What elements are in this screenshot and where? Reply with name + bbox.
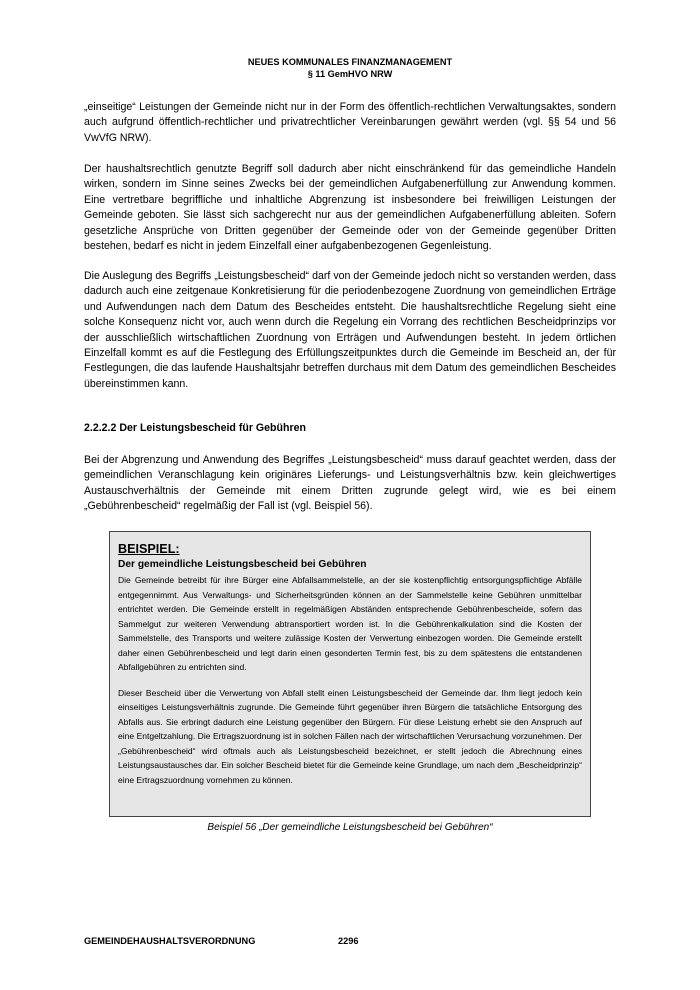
footer-title: GEMEINDEHAUSHALTSVERORDNUNG — [84, 936, 256, 946]
body-paragraph: Bei der Abgrenzung und Anwendung des Begriffes „Leistungsbescheid“ muss darauf geachtet werden, dass der gemeindlichen Veranschlagung kein originäres Lieferungs- und Leistungsverhältnis bzw. kein gleichwertiges Austauschverhältnis der Gemeinde mit einem Dritten zugrunde gelegt wird, wie es bei einem „Gebührenbescheid“ regelmäßig der Fall ist (vgl. Beispiel 56). — [84, 454, 616, 513]
example-paragraph: Dieser Bescheid über die Verwertung von Abfall stellt einen Leistungsbescheid der Gemeinde dar. Ihm liegt jedoch kein einseitiges Leistungsverhältnis zugrunde. Die Gemeinde führt gegenüber ihren Bürgern die tatsächliche Entsorgung des Abfalls aus. Sie erbringt dadurch eine Leistung gegenüber den Bürgern. Für diese Leistung erhebt sie den Anspruch auf eine Entgeltzahlung. Die Ertragszuordnung ist in solchen Fällen nach der wirtschaftlichen Verursachung vorzunehmen. Der „Gebührenbescheid“ wird oftmals auch als Leistungsbescheid bezeichnet, er stellt jedoch die Abrechnung eines Leistungsaustausches dar. Ein solcher Bescheid bietet für die Gemeinde keine Grundlage, um nach dem „Bescheidprinzip“ eine Ertragszuordnung vornehmen zu können. — [118, 687, 582, 785]
section-heading: 2.2.2.2 Der Leistungsbescheid für Gebühren — [84, 422, 306, 434]
header-section-ref: § 11 GemHVO NRW — [307, 68, 393, 79]
body-paragraph: Die Auslegung des Begriffs „Leistungsbescheid“ darf von der Gemeinde jedoch nicht so verstanden werden, dass dadurch auch eine zeitgenaue Konkretisierung für die periodenbezogene Zuordnung von gemeindlichen Erträge und Aufwendungen nach dem Datum des Bescheides entsteht. Die haushaltsrechtliche Regelung sieht eine solche Konsequenz nicht vor, auch wenn durch die Regelung ein Vorrang des rechtlichen Bescheidprinzips vor der ausschließlich wirtschaftlichen Zuordnung von Erträgen und Aufwendungen besteht. In jedem örtlichen Einzelfall kommt es auf die Festlegung des Erfüllungszeitpunktes durch die Gemeinde im Bescheid an, der für Festlegungen, die das laufende Haushaltsjahr betreffen durchaus mit dem Datum des gemeindlichen Bescheides übereinstimmen kann. — [84, 270, 616, 390]
example-label: BEISPIEL: — [118, 542, 180, 556]
example-caption: Beispiel 56 „Der gemeindliche Leistungsbescheid bei Gebühren“ — [207, 822, 493, 833]
body-paragraph: Der haushaltsrechtlich genutzte Begriff soll dadurch aber nicht einschränkend für das gemeindliche Handeln wirken, sondern im Sinne seines Zwecks bei der gemeindlichen Aufgabenerfüllung zur Anwendung kommen. Eine vertretbare begriffliche und inhaltliche Abgrenzung ist insbesondere bei freiwilligen Leistungen der Gemeinde geboten. Sie lässt sich sachgerecht nur aus der gemeindlichen Aufgabenerfüllung ableiten. Sofern gesetzliche Ansprüche von Dritten gegenüber der Gemeinde oder von der Gemeinde gegenüber Dritten bestehen, bedarf es nicht in jedem Einzelfall einer aufgabenbezogenen Gegenleistung. — [84, 163, 616, 253]
page-number: 2296 — [338, 936, 359, 946]
example-paragraph: Die Gemeinde betreibt für ihre Bürger eine Abfallsammelstelle, an der sie kostenpflichtig entsorgungspflichtige Abfälle entgegennimmt. Aus Verwaltungs- und Sicherheitsgründen können an der Sammelstelle keine Gebühren unmittelbar entrichtet werden. Die Gemeinde erstellt in regelmäßigen Abständen entsprechende Gebührenbescheide, sofern das Sammelgut zur weiteren Verwendung abtransportiert worden ist. In die Gebührenkalkulation sind die Kosten der Sammelstelle, des Transports und weitere zulässige Kosten der Verwertung einbezogen worden. Die Gemeinde erstellt daher einen Gebührenbescheid und legt darin einen gesonderten Termin fest, bis zu dem spätestens die entstandenen Abfallgebühren zu entrichten sind. — [118, 575, 582, 672]
page-header — [0, 57, 700, 80]
example-title: Der gemeindliche Leistungsbescheid bei Gebühren — [118, 559, 367, 570]
body-paragraph: „einseitige“ Leistungen der Gemeinde nicht nur in der Form des öffentlich-rechtlichen Verwaltungsaktes, sondern auch aufgrund öffentlich-rechtlicher und privatrechtlicher Vereinbarungen gewährt werden (vgl. §§ 54 und 56 VwVfG NRW). — [84, 101, 616, 144]
example-box — [109, 531, 591, 817]
header-title: NEUES KOMMUNALES FINANZMANAGEMENT — [247, 57, 453, 67]
